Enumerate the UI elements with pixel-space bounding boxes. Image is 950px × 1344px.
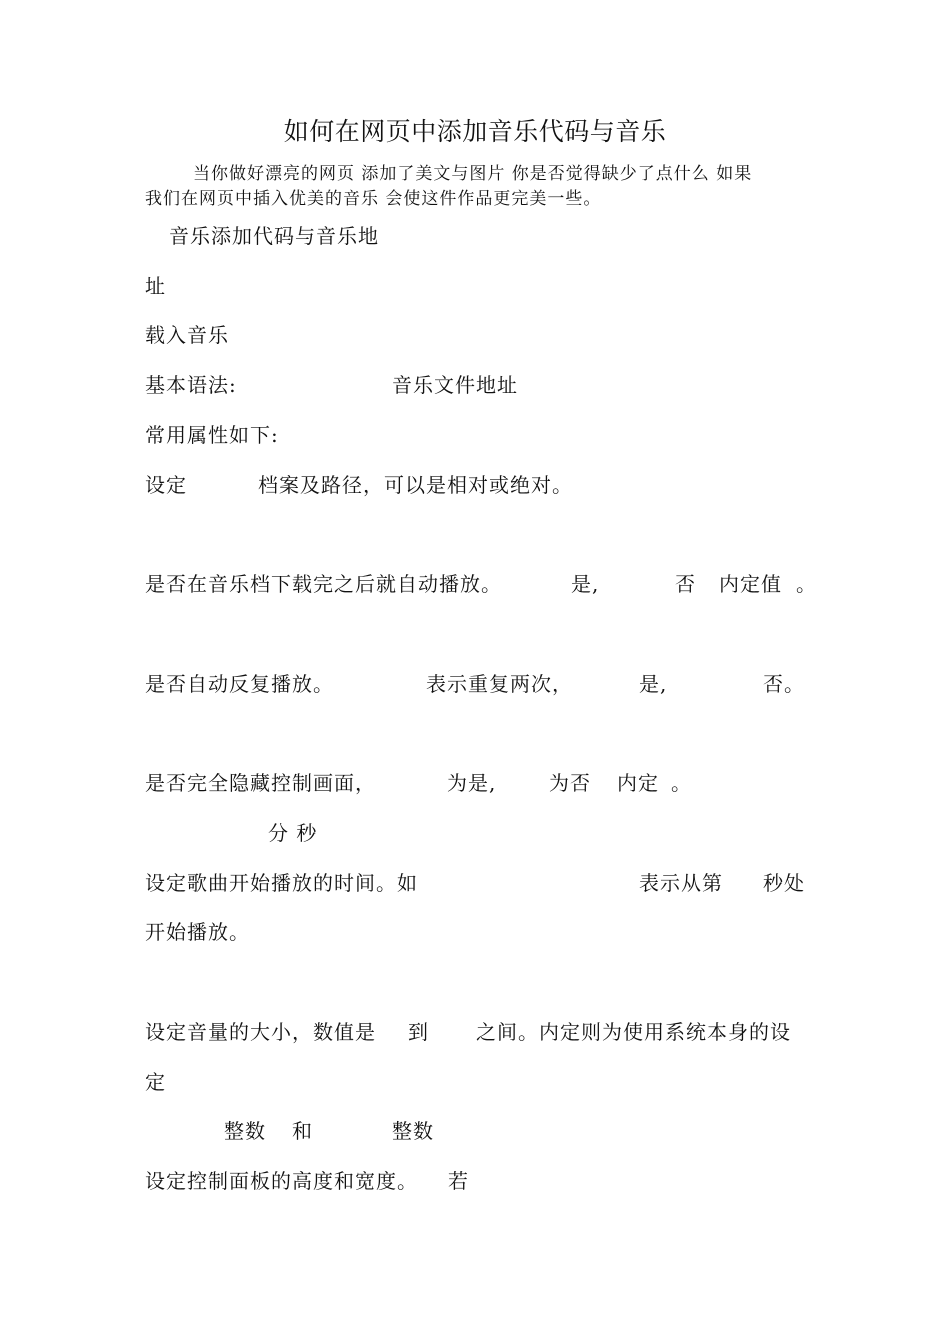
- loop-desc-part-1: 是否自动反复播放。: [145, 672, 334, 696]
- loop-desc-part-3: 是,: [639, 672, 668, 696]
- autostart-desc-part-4: 内定值: [719, 572, 782, 596]
- autostart-desc-part-2: 是,: [571, 572, 600, 596]
- basic-syntax-label: 基本语法:: [145, 373, 237, 397]
- hidden-desc-part-1: 是否完全隐藏控制画面，: [145, 771, 376, 795]
- size-format-part-3: 整数: [392, 1119, 434, 1143]
- intro-line-1: 当你做好漂亮的网页 添加了美文与图片 你是否觉得缺少了点什么 如果: [193, 164, 753, 184]
- size-format-part-2: 和: [292, 1119, 313, 1143]
- loop-desc-part-2: 表示重复两次，: [426, 672, 573, 696]
- section-heading: 音乐添加代码与音乐地: [169, 224, 379, 248]
- autostart-desc-part-1: 是否在音乐档下载完之后就自动播放。: [145, 572, 502, 596]
- starttime-desc-part-1: 设定歌曲开始播放的时间。如: [145, 871, 418, 895]
- loop-desc-part-4: 否。: [763, 672, 805, 696]
- common-attributes-label: 常用属性如下:: [145, 423, 279, 447]
- starttime-desc-part-2: 表示从第: [639, 871, 723, 895]
- load-music-label: 载入音乐: [145, 323, 229, 347]
- starttime-format: 分 秒: [268, 821, 318, 845]
- hidden-desc-part-3: 为否: [549, 771, 591, 795]
- autostart-desc-part-5: 。: [796, 572, 817, 596]
- hidden-desc-part-5: 。: [671, 771, 692, 795]
- size-desc-part-1: 设定控制面板的高度和宽度。: [145, 1169, 418, 1193]
- autostart-desc-part-3: 否: [675, 572, 696, 596]
- hidden-desc-part-2: 为是,: [447, 771, 497, 795]
- volume-desc-part-3: 之间。内定则为使用系统本身的设: [476, 1020, 791, 1044]
- volume-desc-part-2: 到: [408, 1020, 429, 1044]
- src-desc-part-2: 档案及路径，可以是相对或绝对。: [258, 473, 573, 497]
- basic-syntax-value: 音乐文件地址: [392, 373, 518, 397]
- volume-desc-part-1: 设定音量的大小，数值是: [145, 1020, 376, 1044]
- section-heading-continued: 址: [145, 274, 166, 298]
- size-desc-part-2: 若: [448, 1169, 469, 1193]
- starttime-desc-part-4: 开始播放。: [145, 920, 250, 944]
- document-title: 如何在网页中添加音乐代码与音乐: [283, 117, 667, 146]
- starttime-desc-part-3: 秒处: [763, 871, 805, 895]
- intro-line-2: 我们在网页中插入优美的音乐 会使这件作品更完美一些。: [145, 189, 602, 209]
- volume-desc-part-4: 定: [145, 1070, 166, 1094]
- hidden-desc-part-4: 内定: [617, 771, 659, 795]
- size-format-part-1: 整数: [224, 1119, 266, 1143]
- src-desc-part-1: 设定: [145, 473, 187, 497]
